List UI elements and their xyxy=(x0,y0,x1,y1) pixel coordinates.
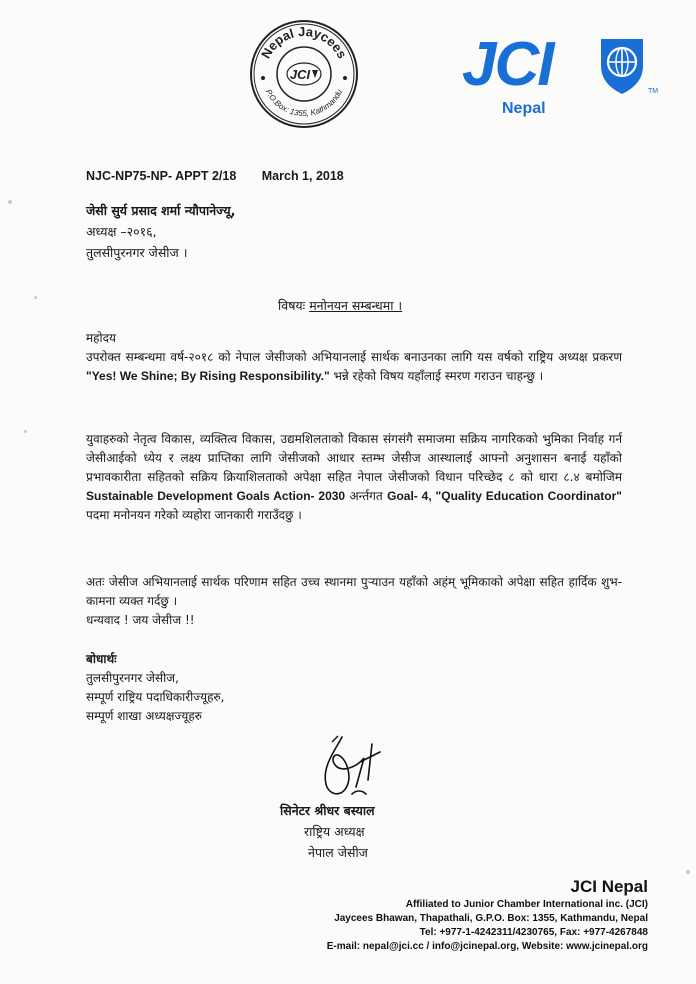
cc-item: सम्पूर्ण राष्ट्रिय पदाधिकारीज्यूहरु, xyxy=(86,690,225,704)
theme-text: "Yes! We Shine; By Rising Responsibility." xyxy=(86,369,330,383)
letterhead-footer xyxy=(327,876,648,954)
jci-logo-subtitle: Nepal xyxy=(502,100,546,117)
paragraph-1: उपरोक्त सम्बन्धमा वर्ष-२०१८ को नेपाल जेसीजको अभियानलाई सार्थक बनाउनका लागि यस वर्षको राष्ट्रिय अध्यक्ष प्रकरण "Yes! We Shine; By Rising Responsibility." भन्ने रहेको विषय यहाँलाई स्मरण गराउन चाहन्छु । xyxy=(86,350,622,383)
jci-wordmark: JCI xyxy=(462,30,553,99)
salutation: महोदय xyxy=(86,331,116,345)
signatory-title: राष्ट्रिय अध्यक्ष xyxy=(304,824,365,839)
signatory-name: सिनेटर श्रीधर बस्याल xyxy=(280,803,375,818)
scan-speck xyxy=(34,296,37,299)
jci-shield-icon xyxy=(598,36,646,96)
goal-text: Goal- 4, "Quality Education Coordinator" xyxy=(387,489,622,503)
paragraph-3: अतः जेसीज अभियानलाई सार्थक परिणाम सहित उच्च स्थानमा पुर्‍याउन यहाँको अहंम् भूमिकाको अपेक्षा सहित हार्दिक शुभ-कामना व्यक्त गर्दछु । धन्यवाद ! जय जेसीज !! xyxy=(86,573,622,630)
reference-number: NJC-NP75-NP- APPT 2/18 xyxy=(86,169,237,183)
footer-affiliation: Affiliated to Junior Chamber International inc. (JCI) xyxy=(405,899,648,910)
cc-item: सम्पूर्ण शाखा अध्यक्षज्यूहरु xyxy=(86,709,202,723)
cc-item: तुलसीपुरनगर जेसीज, xyxy=(86,671,179,685)
recipient-org: तुलसीपुरनगर जेसीज । xyxy=(86,245,188,260)
footer-contact: E-mail: nepal@jci.cc / info@jcinepal.org, Website: www.jcinepal.org xyxy=(326,941,648,952)
footer-org: JCI Nepal xyxy=(570,877,648,896)
cc-block xyxy=(86,650,224,726)
jci-nepal-logo xyxy=(462,32,662,122)
subject-line xyxy=(278,297,402,314)
closing-text: धन्यवाद ! जय जेसीज !! xyxy=(86,613,195,627)
trademark-mark: TM xyxy=(648,88,659,95)
svg-text:Nepal Jaycees: Nepal Jaycees xyxy=(258,23,350,61)
footer-phone: Tel: +977-1-4242311/4230765, Fax: +977-4267848 xyxy=(419,927,648,938)
scan-speck xyxy=(8,200,12,204)
recipient-name: जेसी सुर्य प्रसाद शर्मा न्यौपानेज्यू, xyxy=(86,203,236,218)
subject-text: मनोनयन सम्बन्धमा । xyxy=(309,298,403,313)
nepal-jaycees-seal xyxy=(248,18,360,130)
scan-speck xyxy=(24,430,27,433)
handwritten-signature xyxy=(312,732,392,807)
signatory-block xyxy=(280,800,375,863)
svg-text:JCI: JCI xyxy=(289,67,311,82)
subject-label: विषयः xyxy=(278,298,306,313)
signatory-org: नेपाल जेसीज xyxy=(308,845,368,860)
recipient-block xyxy=(86,200,235,263)
letter-date: March 1, 2018 xyxy=(261,169,344,183)
reference-line xyxy=(86,169,344,183)
footer-address: Jaycees Bhawan, Thapathali, G.P.O. Box: 1355, Kathmandu, Nepal xyxy=(334,913,648,924)
scan-speck xyxy=(686,870,690,874)
sdg-text: Sustainable Development Goals Action- 2030 xyxy=(86,489,346,503)
paragraph-2: युवाहरुको नेतृत्व विकास, व्यक्तित्व विकास, उद्यमशिलताको विकास संगसंगै समाजमा सक्रिय नागरिकको भुमिका निर्वाह गर्न जेसीआईको ध्येय र लक्ष्य प्राप्तिका लागि जेसीजको आधार स्तम्भ जेसीज आस्थालाई आफ्नो अनुशासन बनाई यहाँको प्रभावकारीता सहितको सक्रिय क्रियाशिलताको अपेक्षा सहित नेपाल जेसीजको विधान परिच्छेद ८ को धारा ८.४ बमोजिम Sustainable Development Goals Action- 2030 अर्न्तगत Goal- 4, "Quality Education Coordinator" पदमा मनोनयन गरेको व्यहोरा जानकारी गराउँदछु । xyxy=(86,432,622,522)
recipient-title: अध्यक्ष –२०१६, xyxy=(86,224,157,239)
cc-heading: बोधार्थः xyxy=(86,652,117,666)
svg-text:P.O.Box: 1355, Kathmandu: P.O.Box: 1355, Kathmandu xyxy=(263,87,345,119)
